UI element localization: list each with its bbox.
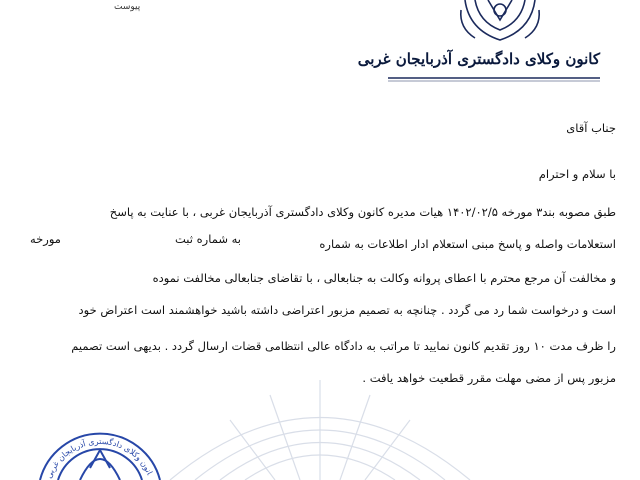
organization-title: کانون وکلای دادگستری آذربایجان غربی [357,50,600,68]
reference-number-label: به شماره ثبت [175,232,242,246]
body-line: طبق مصوبه بند۳ مورخه ۱۴۰۲/۰۲/۵ هیات مدیره کانون وکلای دادگستری آذربایجان غربی ، با عنایت به پاسخ [109,205,616,219]
salutation: جناب آقای [566,121,616,135]
greeting: با سلام و احترام [538,167,616,181]
body-line: مزبور پس از مضی مهلت مقرر قطعیت خواهد یافت . [362,371,616,385]
title-underline [388,76,600,82]
attachment-label: پیوست [114,2,141,12]
watermark-emblem [150,375,490,480]
seal-text: انون وکلای دادگستری آذربایجان غربی [44,436,155,480]
body-line: را ظرف مدت ۱۰ روز تقدیم کانون نمایید تا مراتب به دادگاه عالی انتظامی قضات ارسال گردد . بدیهی است تصمیم [71,339,616,353]
reference-date-label: مورخه [30,232,61,246]
official-seal-stamp [30,398,170,480]
body-line: است و درخواست شما رد می گردد . چنانچه به تصمیم مزبور اعتراضی داشته باشید خواهشمند است اعتراض خود [78,303,616,317]
body-line: استعلامات واصله و پاسخ مبنی استعلام ادار اطلاعات به شماره [319,237,616,251]
body-line: و مخالفت آن مرجع محترم با اعطای پروانه وکالت به جنابعالی ، با تقاضای جنابعالی مخالفت نموده [152,271,616,285]
bar-association-emblem-icon [455,0,545,44]
attachment-value [66,0,70,6]
